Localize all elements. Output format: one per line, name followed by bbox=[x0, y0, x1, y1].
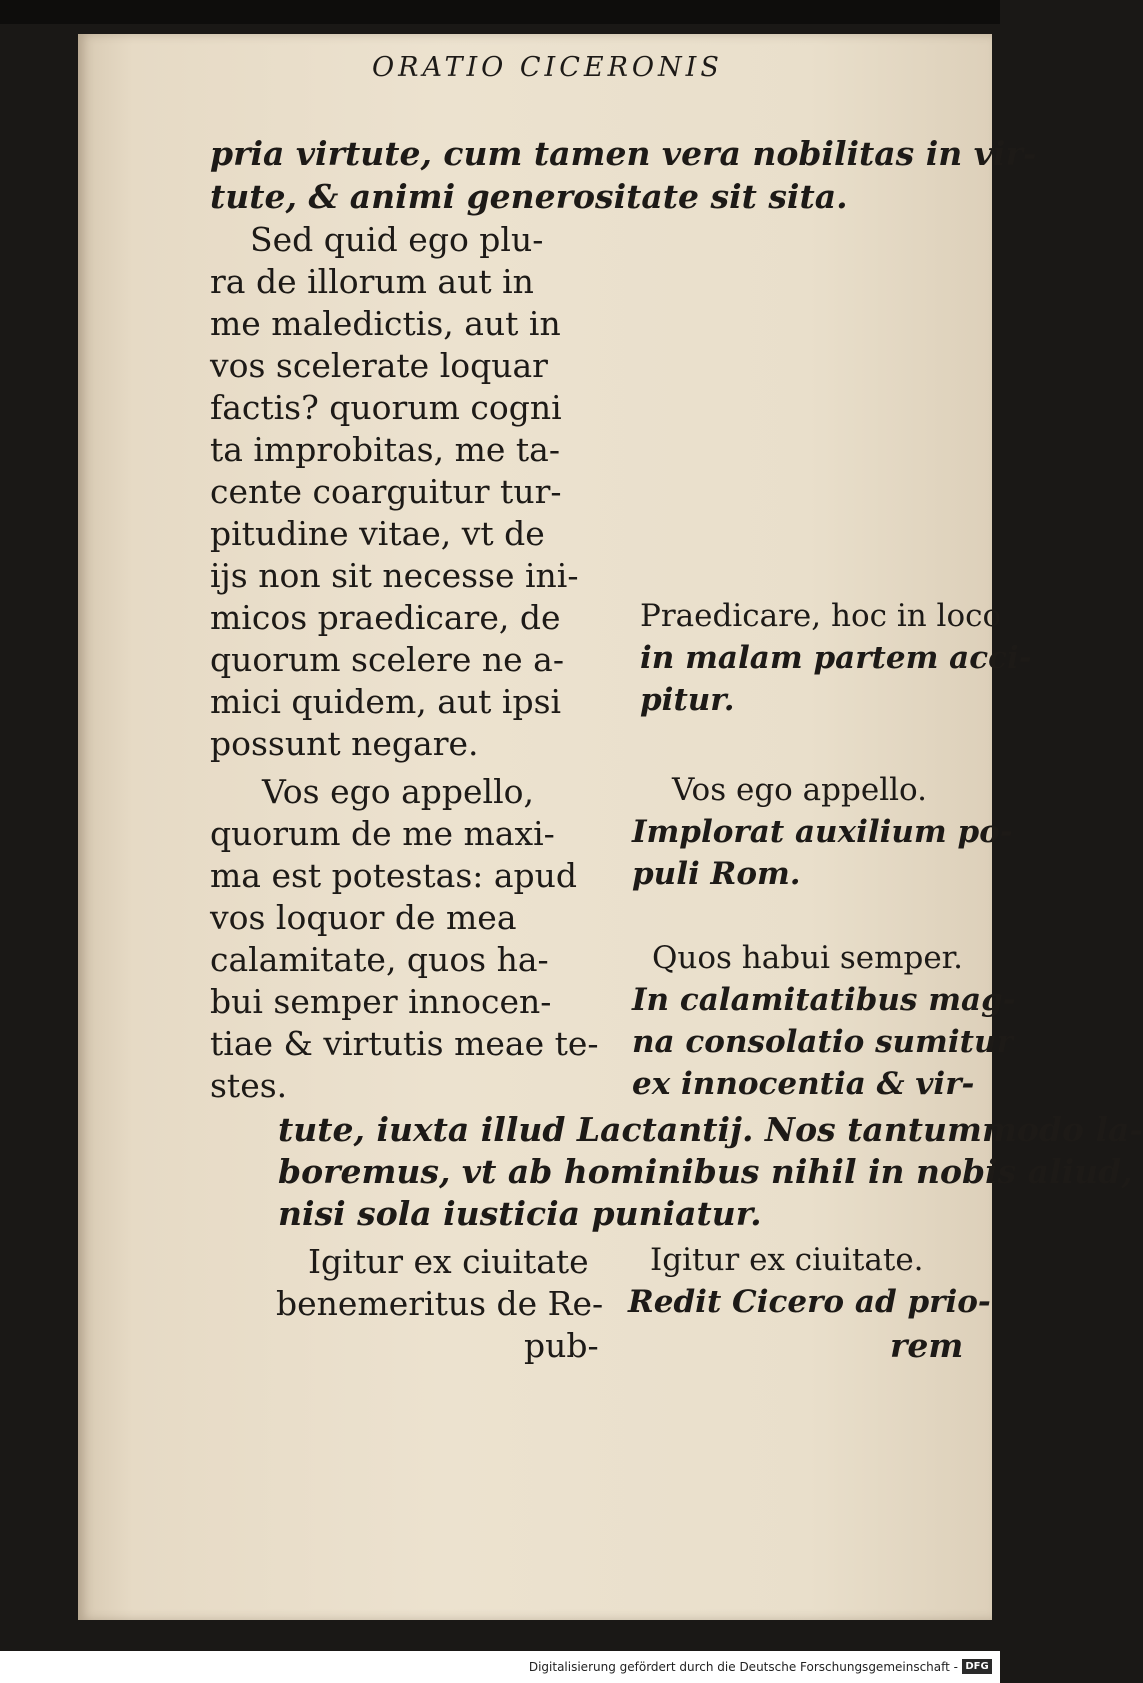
margin-note-line: Igitur ex ciuitate. bbox=[650, 1242, 924, 1278]
main-line: ra de illorum aut in bbox=[210, 262, 534, 301]
main-line: ma est potestas: apud bbox=[210, 856, 578, 895]
full-line-4: boremus, vt ab hominibus nihil in nobis aliud, bbox=[278, 1152, 1133, 1191]
main-line: calamitate, quos ha- bbox=[210, 940, 549, 979]
main-line: vos loquor de mea bbox=[210, 898, 517, 937]
main-line: micos praedicare, de bbox=[210, 598, 561, 637]
main-line: quorum de me maxi- bbox=[210, 814, 555, 853]
margin-note-line: ex innocentia & vir- bbox=[632, 1066, 975, 1102]
margin-note-line: In calamitatibus mag- bbox=[632, 982, 1016, 1018]
main-line: Sed quid ego plu- bbox=[250, 220, 544, 259]
full-line-2: tute, & animi generositate sit sita. bbox=[210, 177, 848, 216]
margin-note-line: puli Rom. bbox=[632, 856, 801, 892]
library-stamp bbox=[137, 60, 309, 117]
margin-note-line: Redit Cicero ad prio- bbox=[628, 1284, 991, 1320]
main-line: bui semper innocen- bbox=[210, 982, 552, 1021]
running-head: ORATIO CICERONIS bbox=[372, 52, 723, 83]
margin-note-line: in malam partem acci- bbox=[640, 640, 1032, 676]
main-line: quorum scelere ne a- bbox=[210, 640, 564, 679]
footer-credit: Digitalisierung gefördert durch die Deutsche Forschungsgemeinschaft - bbox=[528, 1660, 958, 1674]
main-line: Vos ego appello, bbox=[262, 772, 535, 811]
margin-note-line: Praedicare, hoc in loco bbox=[640, 598, 1002, 634]
main-line: vos scelerate loquar bbox=[210, 346, 548, 385]
margin-note-line: na consolatio sumitur bbox=[632, 1024, 1013, 1060]
margin-note-line: Vos ego appello. bbox=[672, 772, 927, 808]
margin-note-line: pitur. bbox=[640, 682, 735, 718]
show-through-text bbox=[752, 194, 992, 614]
main-line: pitudine vitae, vt de bbox=[210, 514, 545, 553]
main-line: stes. bbox=[210, 1066, 288, 1105]
full-line-3: tute, iuxta illud Lactantij. Nos tantummodo la- bbox=[278, 1110, 1143, 1149]
margin-note-line: Quos habui semper. bbox=[652, 940, 963, 976]
margin-note-line: Implorat auxilium po- bbox=[632, 814, 1013, 850]
main-line: mici quidem, aut ipsi bbox=[210, 682, 562, 721]
main-line: cente coarguitur tur- bbox=[210, 472, 562, 511]
full-line-1: pria virtute, cum tamen vera nobilitas in vir- bbox=[210, 134, 1037, 173]
main-line: tiae & virtutis meae te- bbox=[210, 1024, 599, 1063]
catchword-main: pub- bbox=[524, 1326, 599, 1365]
main-line: ijs non sit necesse ini- bbox=[210, 556, 579, 595]
dfg-logo: DFG bbox=[962, 1659, 992, 1674]
main-line: benemeritus de Re- bbox=[276, 1284, 604, 1323]
main-line: me maledictis, aut in bbox=[210, 304, 561, 343]
full-line-5: nisi sola iusticia puniatur. bbox=[278, 1194, 762, 1233]
main-line: Igitur ex ciuitate bbox=[308, 1242, 589, 1281]
scan-background bbox=[0, 0, 1000, 24]
main-line: factis? quorum cogni bbox=[210, 388, 562, 427]
main-line: possunt negare. bbox=[210, 724, 479, 763]
main-line: ta improbitas, me ta- bbox=[210, 430, 560, 469]
catchword-note: rem bbox=[890, 1326, 964, 1365]
